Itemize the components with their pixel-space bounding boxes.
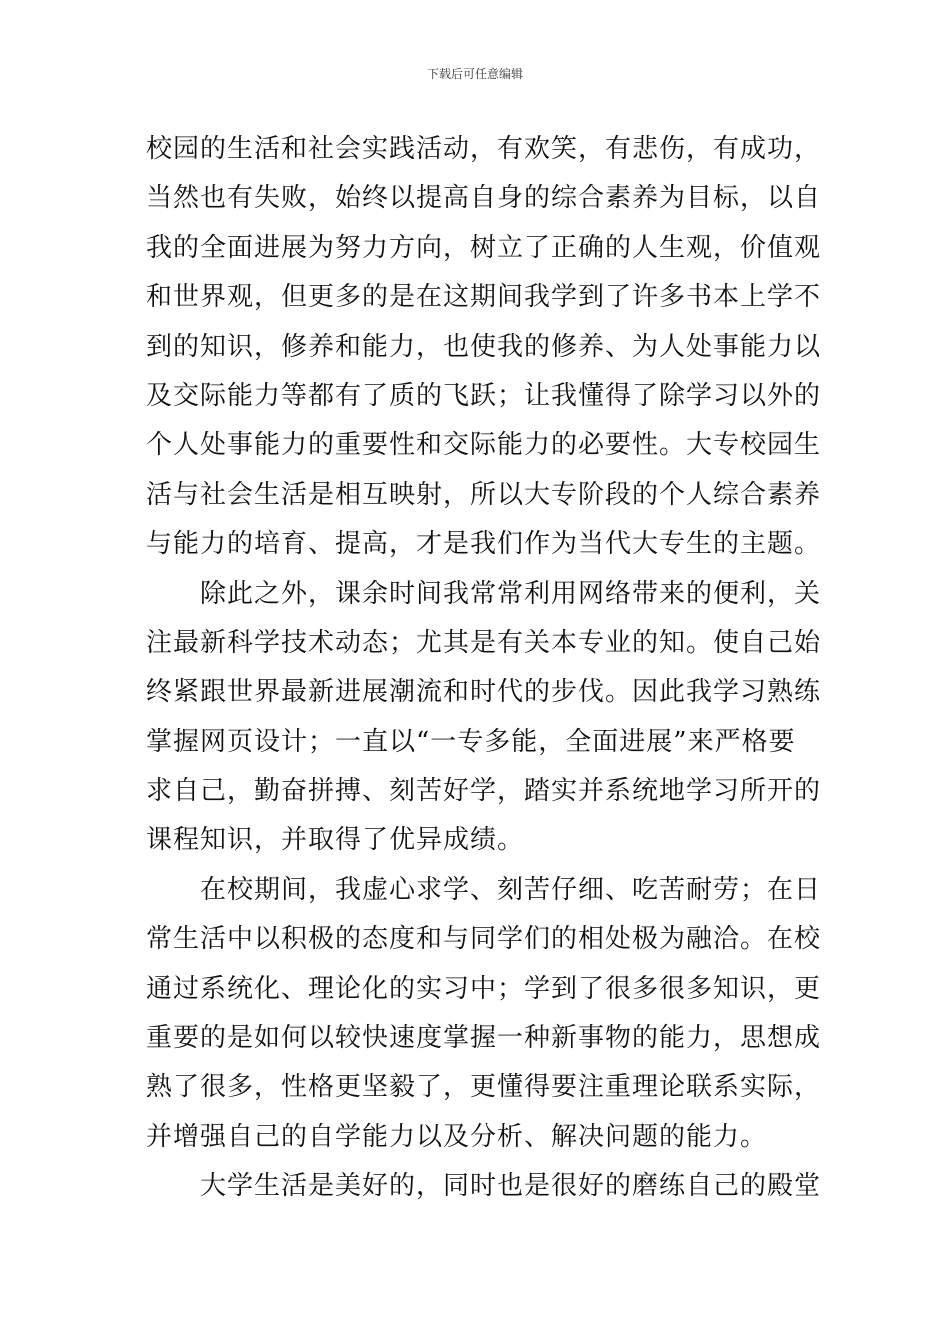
text-line: 并增强自己的自学能力以及分析、解决问题的能力。: [146, 1121, 768, 1152]
text-line: 到的知识，修养和能力，也使我的修养、为人处事能力以: [146, 331, 822, 362]
paragraph-1: [146, 125, 822, 570]
text-line: 通过系统化、理论化的实习中；学到了很多很多知识，更: [146, 973, 822, 1004]
text-line: 注最新科学技术动态；尤其是有关本专业的知。使自己始: [146, 627, 822, 658]
text-line: 及交际能力等都有了质的飞跃；让我懂得了除学习以外的: [146, 380, 822, 411]
text-line-first: 除此之外，课余时间我常常利用网络带来的便利，关: [200, 578, 822, 609]
paragraph-4: [146, 1162, 822, 1211]
page-header-note: 下载后可任意编辑: [426, 67, 523, 81]
text-line: 求自己，勤奋拼搏、刻苦好学，踏实并系统地学习所开的: [146, 776, 822, 807]
text-line: 和世界观，但更多的是在这期间我学到了许多书本上学不: [146, 282, 822, 313]
text-line: 校园的生活和社会实践活动，有欢笑，有悲伤，有成功，: [146, 134, 822, 164]
text-line: 个人处事能力的重要性和交际能力的必要性。大专校园生: [146, 430, 822, 461]
text-line-first: 大学生活是美好的，同时也是很好的磨练自己的殿堂: [200, 1171, 822, 1202]
text-line: 终紧跟世界最新进展潮流和时代的步伐。因此我学习熟练: [146, 677, 822, 708]
text-line: 活与社会生活是相互映射，所以大专阶段的个人综合素养: [146, 479, 822, 510]
paragraph-3: [146, 866, 822, 1162]
text-line: 掌握网页设计；一直以“一专多能，全面进展”来严格要: [146, 726, 796, 757]
document-body: [146, 125, 822, 1212]
text-line-first: 在校期间，我虚心求学、刻苦仔细、吃苦耐劳；在日: [200, 874, 822, 905]
text-line: 熟了很多，性格更坚毅了，更懂得要注重理论联系实际，: [146, 1072, 822, 1103]
text-line: 我的全面进展为努力方向，树立了正确的人生观，价值观: [146, 232, 822, 263]
text-line: 重要的是如何以较快速度掌握一种新事物的能力，思想成: [146, 1023, 822, 1054]
text-line: 课程知识，并取得了优异成绩。: [146, 825, 525, 856]
text-line: 当然也有失败，始终以提高自身的综合素养为目标，以自: [146, 183, 822, 214]
text-line: 常生活中以积极的态度和与同学们的相处极为融洽。在校: [146, 924, 822, 955]
paragraph-2: [146, 570, 822, 866]
text-line: 与能力的培育、提高，才是我们作为当代大专生的主题。: [146, 529, 822, 560]
